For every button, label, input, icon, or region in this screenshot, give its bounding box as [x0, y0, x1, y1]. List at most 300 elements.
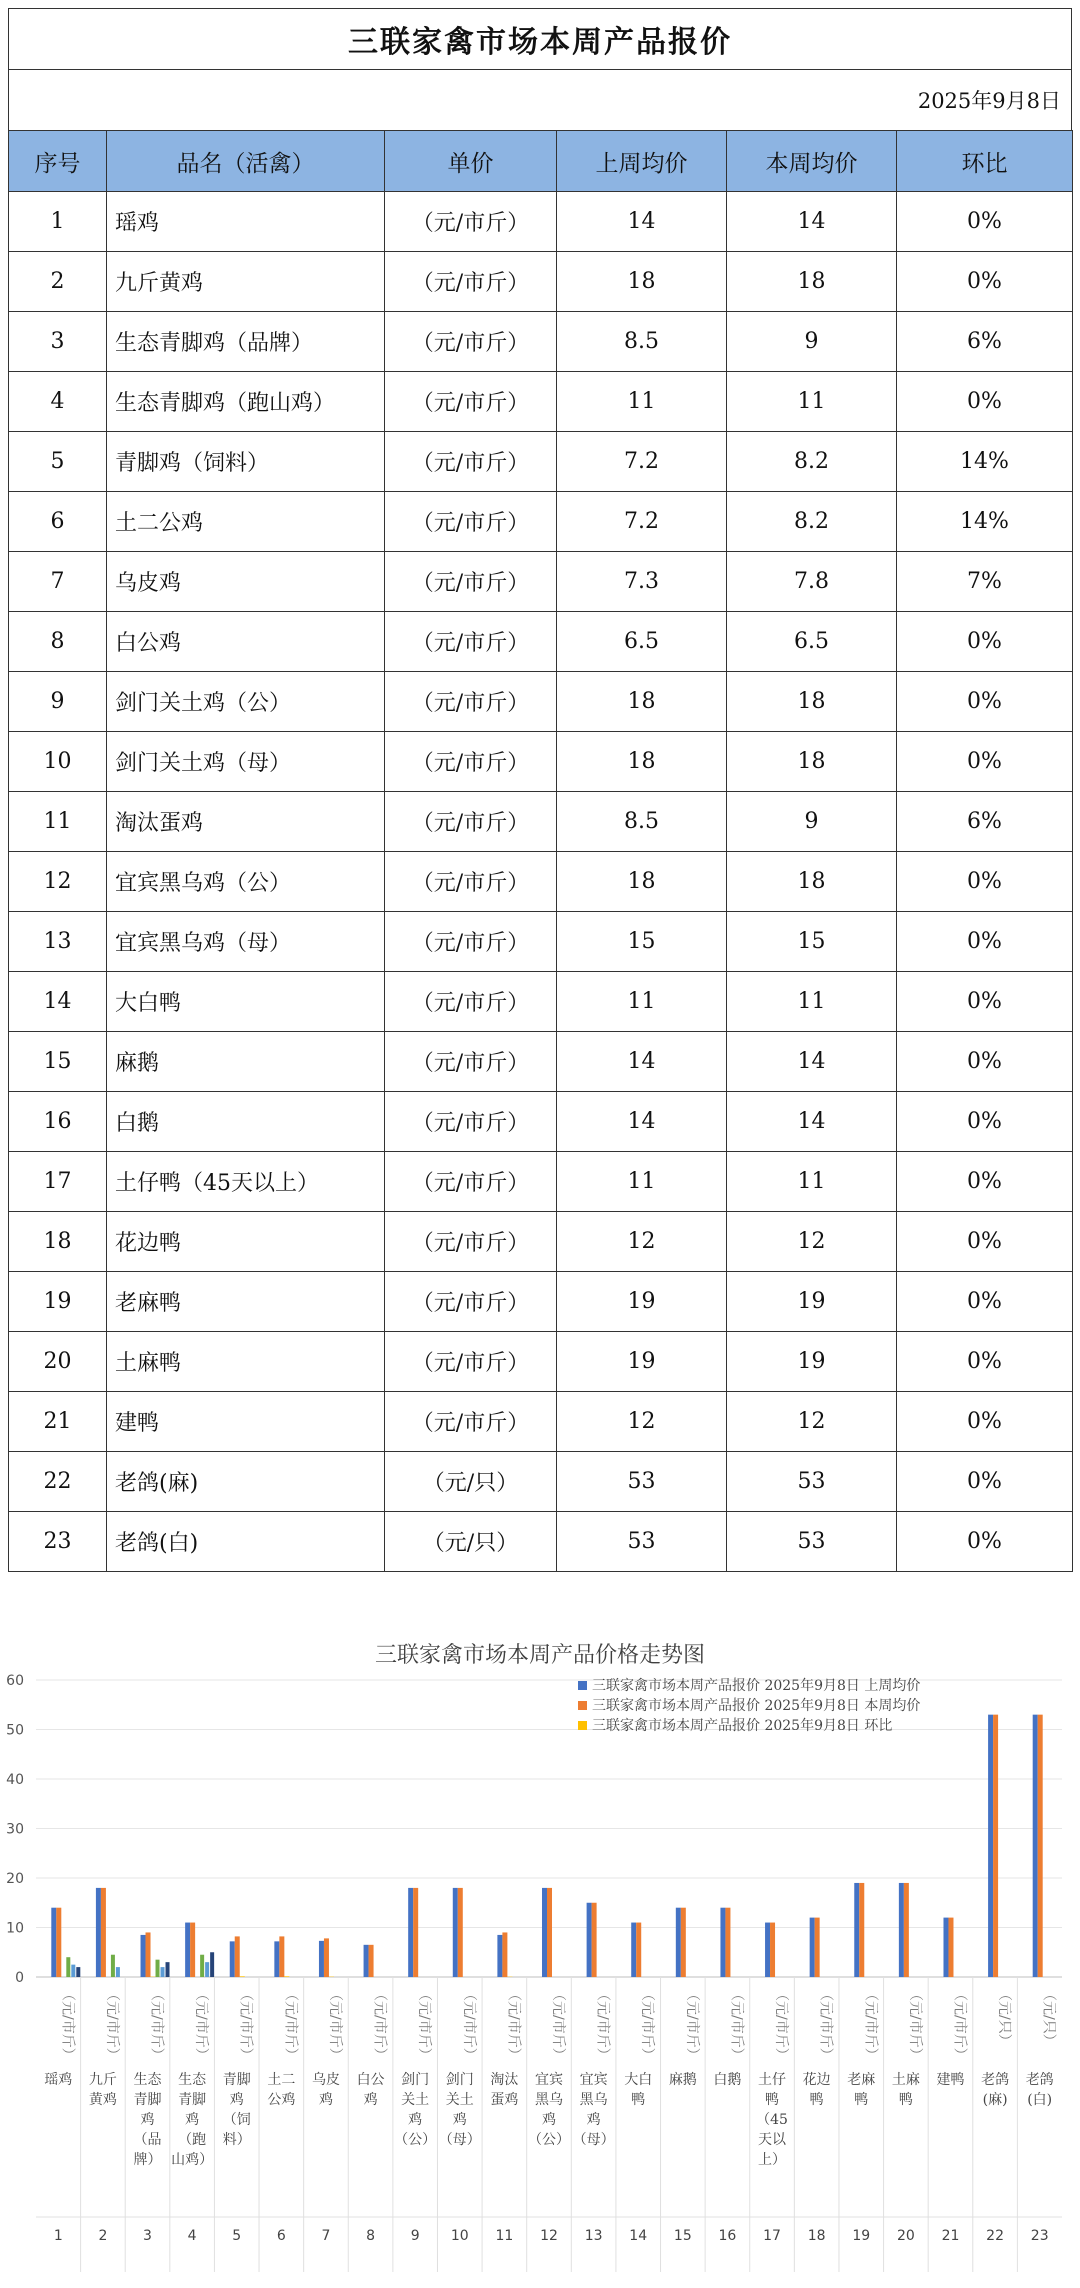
cell-no: 13	[9, 912, 107, 972]
cell-this: 11	[727, 972, 897, 1032]
cell-ratio: 0%	[897, 192, 1073, 252]
bar-extra	[161, 1967, 165, 1977]
category-unit: （元/市斤）	[282, 1987, 299, 2062]
cell-this: 8.2	[727, 492, 897, 552]
bar-series-2	[636, 1923, 641, 1977]
category-index: 16	[718, 2228, 737, 2244]
cell-no: 20	[9, 1332, 107, 1392]
category-label: 建鸭	[936, 2072, 965, 2088]
table-row	[9, 792, 1073, 852]
category-unit: （元/市斤）	[371, 1987, 388, 2062]
table-row	[9, 492, 1073, 552]
legend-swatch	[578, 1701, 587, 1710]
cell-last: 18	[557, 252, 727, 312]
cell-last: 8.5	[557, 312, 727, 372]
cell-unit: （元/市斤）	[385, 312, 557, 372]
category-unit: （元/市斤）	[683, 1987, 700, 2062]
bar-extra	[66, 1957, 70, 1977]
cell-ratio: 0%	[897, 612, 1073, 672]
category-index: 6	[276, 2228, 286, 2244]
bar-series-1	[720, 1908, 725, 1977]
cell-ratio: 0%	[897, 1092, 1073, 1152]
category-unit: （元/市斤）	[326, 1987, 343, 2062]
cell-no: 15	[9, 1032, 107, 1092]
category-label: （公）	[394, 2132, 437, 2148]
bar-extra	[76, 1967, 80, 1977]
bar-series-2	[1038, 1715, 1043, 1977]
cell-last: 12	[557, 1212, 727, 1272]
legend-swatch	[578, 1721, 587, 1730]
category-index: 13	[584, 2228, 603, 2244]
category-index: 22	[986, 2228, 1005, 2244]
cell-this: 53	[727, 1452, 897, 1512]
cell-ratio: 0%	[897, 972, 1073, 1032]
bar-extra	[210, 1952, 214, 1977]
bar-series-2	[56, 1908, 61, 1977]
cell-name: 土仔鸭（45天以上）	[107, 1152, 385, 1212]
cell-last: 14	[557, 1092, 727, 1152]
bar-series-2	[324, 1938, 329, 1977]
bar-series-1	[408, 1888, 413, 1977]
category-label: 鸡	[363, 2092, 378, 2108]
cell-ratio: 6%	[897, 312, 1073, 372]
table-row	[9, 672, 1073, 732]
category-label: 牌）	[133, 2152, 162, 2168]
bar-series-3	[240, 1976, 245, 1977]
category-index: 19	[852, 2228, 871, 2244]
legend-swatch	[578, 1681, 587, 1690]
category-unit: （元/市斤）	[594, 1987, 611, 2062]
bar-extra	[111, 1955, 115, 1977]
category-label: （45	[756, 2112, 788, 2128]
category-unit: （元/市斤）	[237, 1987, 254, 2062]
category-label: 瑶鸡	[44, 2072, 73, 2088]
y-tick-label: 50	[6, 1722, 24, 1739]
category-index: 17	[763, 2228, 781, 2244]
cell-this: 19	[727, 1332, 897, 1392]
cell-ratio: 7%	[897, 552, 1073, 612]
table-row	[9, 1512, 1073, 1572]
cell-no: 2	[9, 252, 107, 312]
cell-ratio: 0%	[897, 672, 1073, 732]
category-label: （母）	[572, 2132, 615, 2148]
cell-unit: （元/市斤）	[385, 1092, 557, 1152]
cell-last: 53	[557, 1452, 727, 1512]
category-label: 黄鸡	[88, 2092, 117, 2108]
bar-series-1	[676, 1908, 681, 1977]
bar-series-1	[453, 1888, 458, 1977]
bar-extra	[116, 1967, 120, 1977]
cell-ratio: 0%	[897, 1152, 1073, 1212]
category-index: 12	[540, 2228, 558, 2244]
bar-series-2	[235, 1936, 240, 1977]
cell-ratio: 6%	[897, 792, 1073, 852]
cell-this: 9	[727, 312, 897, 372]
cell-last: 18	[557, 852, 727, 912]
chart-bars	[51, 1715, 1042, 1977]
bar-series-2	[815, 1918, 820, 1977]
table-row	[9, 852, 1073, 912]
cell-name: 老麻鸭	[107, 1272, 385, 1332]
cell-unit: （元/市斤）	[385, 1152, 557, 1212]
page-title: 三联家禽市场本周产品报价	[8, 8, 1072, 69]
cell-name: 大白鸭	[107, 972, 385, 1032]
cell-last: 14	[557, 192, 727, 252]
cell-this: 18	[727, 852, 897, 912]
cell-no: 9	[9, 672, 107, 732]
cell-unit: （元/市斤）	[385, 1212, 557, 1272]
cell-unit: （元/只）	[385, 1512, 557, 1572]
price-trend-chart	[8, 1632, 1072, 2282]
bar-series-2	[993, 1715, 998, 1977]
category-unit: （元/市斤）	[862, 1987, 879, 2062]
bar-series-1	[274, 1941, 279, 1977]
cell-last: 11	[557, 372, 727, 432]
category-label: （饲	[222, 2112, 251, 2128]
cell-unit: （元/市斤）	[385, 732, 557, 792]
bar-series-2	[725, 1908, 730, 1977]
legend-entry: 三联家禽市场本周产品报价 2025年9月8日 上周均价	[592, 1678, 921, 1694]
category-index: 3	[143, 2228, 152, 2244]
cell-this: 14	[727, 1092, 897, 1152]
cell-last: 7.2	[557, 492, 727, 552]
cell-name: 剑门关土鸡（母）	[107, 732, 385, 792]
cell-this: 9	[727, 792, 897, 852]
cell-no: 5	[9, 432, 107, 492]
cell-ratio: 0%	[897, 912, 1073, 972]
cell-name: 老鸽(白)	[107, 1512, 385, 1572]
table-header-row	[9, 131, 1073, 192]
category-label: 剑门	[401, 2072, 430, 2088]
legend-entry: 三联家禽市场本周产品报价 2025年9月8日 环比	[592, 1718, 893, 1734]
category-index: 14	[629, 2228, 648, 2244]
x-axis-categories	[44, 1987, 1056, 2244]
cell-last: 15	[557, 912, 727, 972]
cell-name: 白鹅	[107, 1092, 385, 1152]
category-unit: （元/市斤）	[639, 1987, 656, 2062]
category-index: 18	[807, 2228, 826, 2244]
bar-series-3	[284, 1976, 289, 1977]
cell-name: 生态青脚鸡（跑山鸡）	[107, 372, 385, 432]
table-row	[9, 252, 1073, 312]
cell-unit: （元/市斤）	[385, 612, 557, 672]
cell-ratio: 14%	[897, 432, 1073, 492]
bar-series-1	[587, 1903, 592, 1977]
cell-this: 14	[727, 192, 897, 252]
category-label: 土麻	[891, 2072, 920, 2088]
category-unit: （元/市斤）	[773, 1987, 790, 2062]
cell-last: 8.5	[557, 792, 727, 852]
cell-unit: （元/市斤）	[385, 432, 557, 492]
category-index: 10	[450, 2228, 469, 2244]
cell-no: 11	[9, 792, 107, 852]
category-label: 青脚	[222, 2072, 251, 2088]
table-row	[9, 1092, 1073, 1152]
cell-unit: （元/市斤）	[385, 1392, 557, 1452]
bar-series-2	[547, 1888, 552, 1977]
y-tick-label: 0	[15, 1970, 24, 1986]
category-label: 麻鹅	[668, 2072, 697, 2088]
cell-no: 19	[9, 1272, 107, 1332]
category-label: 鸭	[809, 2092, 824, 2108]
report-date: 2025年9月8日	[8, 69, 1072, 130]
category-index: 23	[1030, 2228, 1049, 2244]
table-row	[9, 552, 1073, 612]
cell-no: 14	[9, 972, 107, 1032]
y-axis	[6, 1673, 24, 1986]
bar-series-2	[458, 1888, 463, 1977]
category-unit: （元/市斤）	[817, 1987, 834, 2062]
category-label: 蛋鸡	[490, 2092, 519, 2108]
cell-ratio: 0%	[897, 252, 1073, 312]
legend-entry: 三联家禽市场本周产品报价 2025年9月8日 本周均价	[592, 1698, 921, 1714]
cell-unit: （元/市斤）	[385, 372, 557, 432]
category-unit: （元/市斤）	[550, 1987, 566, 2062]
cell-name: 土二公鸡	[107, 492, 385, 552]
bar-series-2	[592, 1903, 597, 1977]
category-label: 鸡	[586, 2112, 601, 2128]
cell-this: 11	[727, 372, 897, 432]
bar-series-2	[502, 1932, 507, 1977]
category-label: 生态	[133, 2072, 162, 2088]
cell-unit: （元/市斤）	[385, 192, 557, 252]
category-unit: （元/只）	[996, 1987, 1013, 2048]
cell-last: 11	[557, 972, 727, 1032]
cell-last: 14	[557, 1032, 727, 1092]
cell-unit: （元/市斤）	[385, 1032, 557, 1092]
column-header: 上周均价	[557, 131, 727, 192]
cell-this: 53	[727, 1512, 897, 1572]
cell-this: 18	[727, 252, 897, 312]
bar-series-1	[141, 1935, 146, 1977]
cell-name: 九斤黄鸡	[107, 252, 385, 312]
cell-unit: （元/市斤）	[385, 852, 557, 912]
category-unit: （元/市斤）	[505, 1987, 522, 2062]
category-unit: （元/市斤）	[59, 1987, 76, 2062]
cell-unit: （元/只）	[385, 1452, 557, 1512]
cell-name: 瑶鸡	[107, 192, 385, 252]
cell-this: 12	[727, 1212, 897, 1272]
bar-series-1	[185, 1923, 190, 1977]
category-unit: （元/市斤）	[460, 1987, 477, 2062]
cell-no: 22	[9, 1452, 107, 1512]
category-label: 黑乌	[579, 2092, 608, 2108]
cell-ratio: 0%	[897, 372, 1073, 432]
cell-last: 19	[557, 1272, 727, 1332]
bar-extra	[166, 1962, 170, 1977]
category-label: 鸭	[854, 2092, 869, 2108]
cell-no: 7	[9, 552, 107, 612]
cell-unit: （元/市斤）	[385, 1272, 557, 1332]
bar-series-2	[190, 1923, 195, 1977]
cell-no: 17	[9, 1152, 107, 1212]
category-label: 白公	[356, 2072, 385, 2088]
bar-series-2	[681, 1908, 686, 1977]
cell-name: 生态青脚鸡（品牌）	[107, 312, 385, 372]
bar-series-2	[146, 1932, 151, 1977]
category-label: 山鸡）	[171, 2152, 214, 2168]
table-row	[9, 972, 1073, 1032]
table-row	[9, 1332, 1073, 1392]
category-index: 2	[98, 2228, 108, 2244]
cell-last: 11	[557, 1152, 727, 1212]
category-label: 鸡	[452, 2112, 467, 2128]
category-unit: （元/市斤）	[416, 1987, 433, 2062]
cell-this: 8.2	[727, 432, 897, 492]
category-label: 剑门	[445, 2072, 474, 2088]
category-label: 白鹅	[713, 2072, 742, 2088]
category-index: 15	[673, 2228, 692, 2244]
chart-legend	[578, 1677, 920, 1734]
cell-ratio: 0%	[897, 1392, 1073, 1452]
category-unit: （元/市斤）	[103, 1987, 120, 2062]
cell-unit: （元/市斤）	[385, 972, 557, 1032]
category-label: 土二	[267, 2072, 296, 2088]
cell-name: 宜宾黑乌鸡（母）	[107, 912, 385, 972]
bar-series-2	[101, 1888, 106, 1977]
category-label: (白)	[1027, 2092, 1053, 2108]
category-label: 宜宾	[579, 2072, 608, 2088]
category-unit: （元/只）	[1040, 1987, 1057, 2048]
table-row	[9, 372, 1073, 432]
category-label: 关土	[401, 2092, 430, 2108]
category-label: 鸭	[765, 2092, 780, 2108]
cell-no: 18	[9, 1212, 107, 1272]
category-index: 9	[410, 2228, 420, 2244]
bar-series-1	[988, 1715, 993, 1977]
category-label: 老鸽	[1025, 2072, 1054, 2088]
cell-last: 53	[557, 1512, 727, 1572]
cell-this: 6.5	[727, 612, 897, 672]
category-unit: （元/市斤）	[728, 1987, 745, 2062]
category-label: 宜宾	[535, 2072, 563, 2088]
bar-series-2	[770, 1923, 775, 1977]
category-label: 黑乌	[535, 2092, 563, 2108]
category-label: 青脚	[178, 2092, 207, 2108]
table-body	[9, 192, 1073, 1572]
category-index: 7	[321, 2228, 331, 2244]
cell-this: 18	[727, 672, 897, 732]
category-index: 8	[366, 2228, 376, 2244]
table-row	[9, 1152, 1073, 1212]
category-label: （跑	[178, 2132, 207, 2148]
cell-name: 老鸽(麻)	[107, 1452, 385, 1512]
column-header: 本周均价	[727, 131, 897, 192]
cell-name: 乌皮鸡	[107, 552, 385, 612]
bar-series-2	[369, 1945, 374, 1977]
bar-extra	[205, 1962, 209, 1977]
category-index: 21	[941, 2228, 960, 2244]
category-label: 鸭	[898, 2092, 913, 2108]
table-row	[9, 192, 1073, 252]
table-row	[9, 732, 1073, 792]
category-unit: （元/市斤）	[951, 1987, 968, 2062]
category-label: 鸡	[542, 2112, 556, 2128]
cell-name: 麻鹅	[107, 1032, 385, 1092]
category-label: 乌皮	[311, 2072, 340, 2088]
category-label: 料）	[222, 2132, 251, 2148]
price-sheet	[8, 8, 1072, 1572]
cell-last: 6.5	[557, 612, 727, 672]
bar-series-2	[859, 1883, 864, 1977]
bar-series-1	[765, 1923, 770, 1977]
category-label: 关土	[445, 2092, 474, 2108]
table-row	[9, 1032, 1073, 1092]
cell-ratio: 0%	[897, 1512, 1073, 1572]
category-label: （母）	[438, 2132, 481, 2148]
cell-name: 剑门关土鸡（公）	[107, 672, 385, 732]
category-label: （公）	[528, 2132, 570, 2148]
table-row	[9, 1392, 1073, 1452]
cell-no: 21	[9, 1392, 107, 1452]
category-label: 上）	[758, 2152, 787, 2168]
cell-last: 7.2	[557, 432, 727, 492]
cell-ratio: 0%	[897, 1332, 1073, 1392]
cell-no: 6	[9, 492, 107, 552]
cell-unit: （元/市斤）	[385, 912, 557, 972]
category-label: 大白	[624, 2072, 653, 2088]
category-label: 鸡	[229, 2092, 244, 2108]
chart-title: 三联家禽市场本周产品价格走势图	[374, 1643, 706, 1668]
cell-no: 10	[9, 732, 107, 792]
table-row	[9, 612, 1073, 672]
cell-this: 7.8	[727, 552, 897, 612]
cell-no: 3	[9, 312, 107, 372]
category-label: 公鸡	[267, 2092, 296, 2108]
category-unit: （元/市斤）	[148, 1987, 165, 2062]
category-label: 土仔	[758, 2072, 787, 2088]
bar-series-1	[1033, 1715, 1038, 1977]
cell-ratio: 14%	[897, 492, 1073, 552]
cell-this: 18	[727, 732, 897, 792]
table-row	[9, 1272, 1073, 1332]
table-row	[9, 912, 1073, 972]
bar-series-2	[948, 1918, 953, 1977]
category-label: （品	[133, 2132, 162, 2148]
column-header: 序号	[9, 131, 107, 192]
cell-last: 18	[557, 672, 727, 732]
cell-unit: （元/市斤）	[385, 492, 557, 552]
cell-no: 16	[9, 1092, 107, 1152]
cell-ratio: 0%	[897, 1212, 1073, 1272]
bar-series-1	[51, 1908, 56, 1977]
cell-last: 19	[557, 1332, 727, 1392]
category-index: 20	[896, 2228, 915, 2244]
cell-name: 青脚鸡（饲料）	[107, 432, 385, 492]
bar-series-1	[319, 1941, 324, 1977]
cell-unit: （元/市斤）	[385, 672, 557, 732]
cell-last: 18	[557, 732, 727, 792]
cell-this: 14	[727, 1032, 897, 1092]
category-label: 青脚	[133, 2092, 162, 2108]
category-label: 老鸽	[981, 2072, 1010, 2088]
bar-extra	[200, 1955, 204, 1977]
category-label: 鸡	[185, 2112, 200, 2128]
bar-series-1	[943, 1918, 948, 1977]
bar-series-1	[899, 1883, 904, 1977]
y-tick-label: 10	[6, 1920, 24, 1937]
cell-unit: （元/市斤）	[385, 252, 557, 312]
table-row	[9, 312, 1073, 372]
cell-unit: （元/市斤）	[385, 1332, 557, 1392]
category-label: 鸭	[631, 2092, 646, 2108]
cell-unit: （元/市斤）	[385, 792, 557, 852]
cell-name: 淘汰蛋鸡	[107, 792, 385, 852]
bar-series-1	[497, 1935, 502, 1977]
cell-no: 1	[9, 192, 107, 252]
cell-unit: （元/市斤）	[385, 552, 557, 612]
bar-extra	[156, 1960, 160, 1977]
